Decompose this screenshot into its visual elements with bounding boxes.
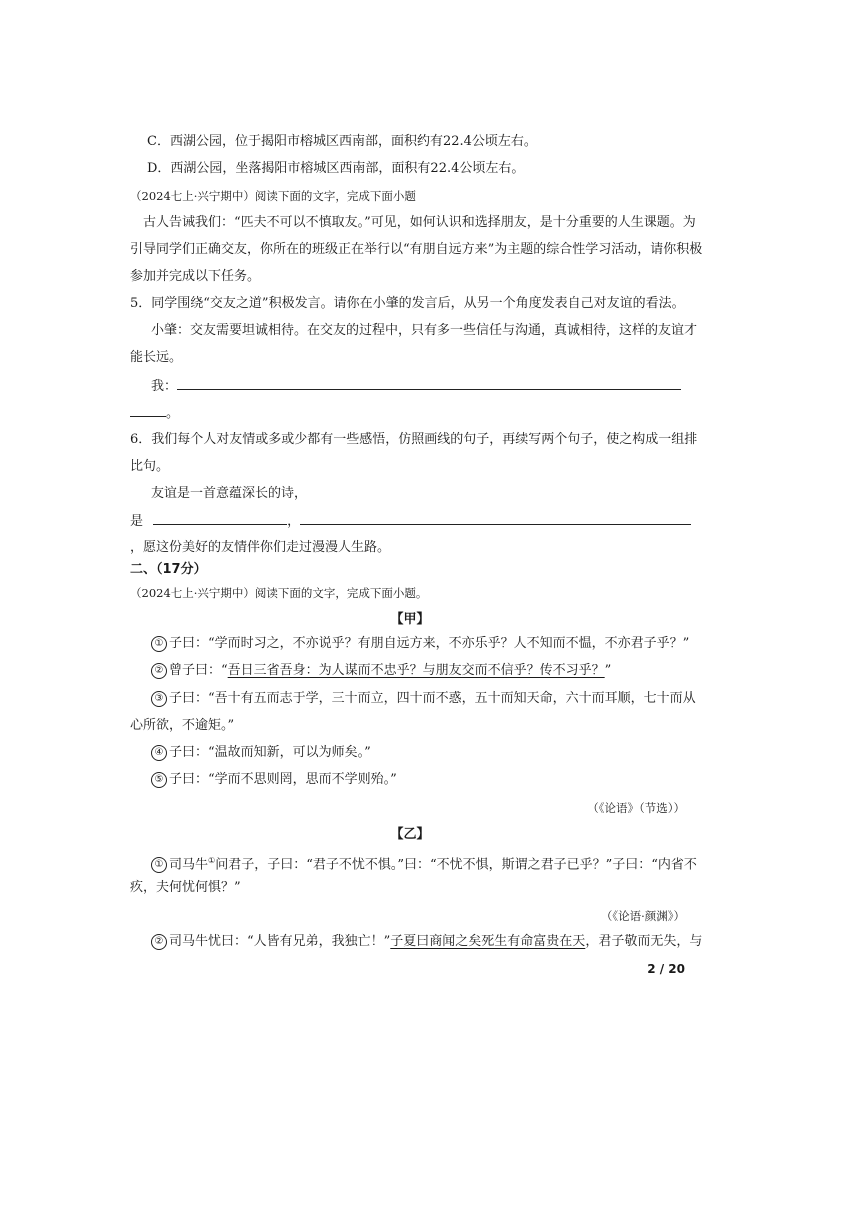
number-2-icon: ② [151,663,167,679]
fill-label: 是 [130,514,144,529]
intro-line-1: 古人告诫我们：“匹夫不可以不慎取友。”可见，如何认识和选择朋友，是十分重要的人生课题。为 [143,215,696,230]
yi-heading: 【乙】 [390,827,430,842]
xiaozhao-line-2: 能长远。 [130,350,183,365]
yi-item-1-text: 问君子，子曰：“君子不忧不惧。”曰：“不忧不惧，斯谓之君子已乎？”子曰：“内省不 [215,857,697,873]
jia-item-1-text: 子曰：“学而时习之，不亦说乎？有朋自远方来，不亦乐乎？人不知而不愠，不亦君子乎？” [169,636,690,651]
footnote-mark: ① [208,856,216,865]
yi-item-2-prefix: 司马牛忧曰：“人皆有兄弟，我独亡！” [169,934,391,949]
poem-line: 友谊是一首意蕴深长的诗， [151,486,308,501]
page-number: 2 / 20 [647,962,685,976]
number-1-icon: ① [151,636,167,652]
jia-item-4-text: 子曰：“温故而知新，可以为师矣。” [169,745,371,760]
xiaozhao-line-1: 小肇：交友需要坦诚相待。在交友的过程中，只有多一些信任与沟通，真诚相待，这样的友谊才 [151,323,698,338]
jia-item-2-suffix: ” [604,663,612,678]
yi-item-1-cont: 疚，夫何忧何惧？” [130,880,241,895]
fill-blank-1[interactable] [153,512,287,525]
question-6-line-2: 比句。 [130,459,170,474]
fill-blank-2[interactable] [300,512,691,525]
source-note-1: （2024七上·兴宁期中）阅读下面的文字，完成下面小题 [130,189,416,203]
question-6-line-1: 6．我们每个人对友情或多或少都有一些感悟，仿照画线的句子，再续写两个句子，使之构成一组排 [130,432,698,447]
fill-comma: ， [287,514,301,529]
number-3-icon: ③ [151,691,167,707]
number-1-icon: ① [151,857,167,873]
number-5-icon: ⑤ [151,772,167,788]
answer-line-end [130,404,179,423]
answer-blank-1[interactable] [177,377,681,390]
answer-period: 。 [166,406,180,421]
answer-line-me [151,377,681,396]
answer-blank-2[interactable] [130,404,166,417]
jia-item-2 [151,662,611,680]
jia-item-2-prefix: 曾子曰：“ [169,663,228,678]
citation-2: （《论语·颜渊》） [600,909,685,923]
yi-item-2-underlined: 子夏曰商闻之矣死生有命富贵在天 [390,934,586,949]
jia-item-3-text: 子曰：“吾十有五而志于学，三十而立，四十而不惑，五十而知天命，六十而耳顺，七十而从 [169,691,696,706]
source-note-2: （2024七上·兴宁期中）阅读下面的文字，完成下面小题。 [130,586,428,600]
yi-item-1 [151,852,697,874]
yi-item-1-prefix: 司马牛 [169,857,209,873]
yi-item-2-suffix: ，君子敬而无失，与 [585,934,703,949]
citation-1: （《论语》（节选）） [587,801,685,815]
fill-line [130,512,691,531]
jia-item-3 [151,690,696,708]
option-d: D．西湖公园，坐落揭阳市榕城区西南部，面积有22.4公顷左右。 [147,161,525,176]
jia-item-5 [151,771,397,789]
number-2-icon: ② [151,934,167,950]
option-c: C．西湖公园，位于揭阳市榕城区西南部，面积约有22.4公顷左右。 [147,134,537,149]
jia-item-3-cont: 心所欲，不逾矩。” [130,718,235,733]
intro-line-3: 参加并完成以下任务。 [130,269,261,284]
answer-label: 我： [151,379,178,394]
section-2-heading: 二、（17分） [130,562,207,577]
jia-heading: 【甲】 [390,612,430,627]
jia-item-1 [151,635,689,653]
jia-item-4 [151,744,371,762]
yi-item-2 [151,933,702,951]
question-5: 5．同学围绕“交友之道”积极发言。请你在小肇的发言后，从另一个角度发表自己对友谊的看法。 [130,296,685,311]
wish-line: ，愿这份美好的友情伴你们走过漫漫人生路。 [130,540,391,555]
jia-item-5-text: 子曰：“学而不思则罔，思而不学则殆。” [169,772,397,787]
number-4-icon: ④ [151,745,167,761]
intro-line-2: 引导同学们正确交友，你所在的班级正在举行以“有朋自远方来”为主题的综合性学习活动，请你积极 [130,242,703,257]
jia-item-2-underlined: 吾日三省吾身：为人谋而不忠乎？与朋友交而不信乎？传不习乎？ [227,663,605,678]
